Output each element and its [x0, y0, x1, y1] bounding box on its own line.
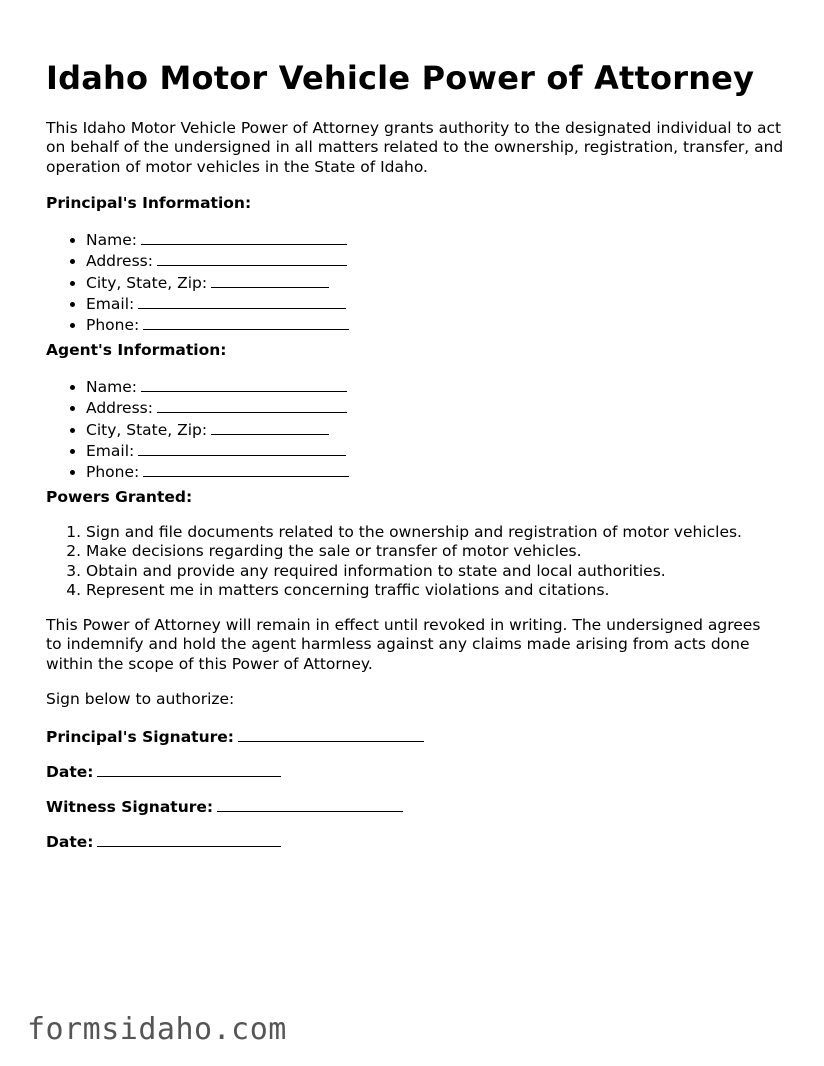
blank-line[interactable] — [143, 314, 349, 330]
field-label: City, State, Zip: — [86, 273, 208, 292]
blank-line[interactable] — [211, 419, 329, 435]
date-label: Date: — [46, 833, 94, 851]
principal-email-field — [86, 293, 349, 314]
blank-line[interactable] — [157, 250, 347, 266]
principal-signature-field[interactable] — [238, 726, 424, 742]
agent-name-field — [86, 376, 349, 397]
field-label: Address: — [86, 399, 153, 418]
agent-city-state-zip-field — [86, 419, 349, 440]
agent-email-field — [86, 440, 349, 461]
witness-signature-line — [46, 796, 403, 817]
field-label: Name: — [86, 378, 137, 396]
blank-line[interactable] — [138, 293, 346, 309]
date-field[interactable] — [97, 761, 281, 777]
agent-address-field — [86, 397, 349, 418]
principal-city-state-zip-field — [86, 272, 349, 293]
date-line-2 — [46, 831, 281, 852]
date-label: Date: — [46, 763, 94, 781]
date-line-1 — [46, 761, 281, 782]
blank-line[interactable] — [211, 272, 329, 288]
document-title: Idaho Motor Vehicle Power of Attorney — [46, 59, 755, 97]
field-label: Email: — [86, 294, 135, 313]
intro-paragraph: This Idaho Motor Vehicle Power of Attorney grants authority to the designated individual to act on behalf of the undersigned in all matters related to the ownership, registration, transfer, and operation of motor vehicles in the State of Idaho. — [46, 119, 784, 176]
agent-phone-field — [86, 461, 349, 482]
principal-heading: Principal's Information: — [46, 194, 252, 212]
principal-signature-line — [46, 726, 424, 747]
blank-line[interactable] — [141, 229, 347, 245]
field-label: Name: — [86, 231, 137, 249]
blank-line[interactable] — [143, 461, 349, 477]
date-field[interactable] — [97, 831, 281, 847]
sign-prompt: Sign below to authorize: — [46, 690, 235, 708]
blank-line[interactable] — [138, 440, 346, 456]
power-item: 2. Make decisions regarding the sale or transfer of motor vehicles. — [86, 542, 742, 561]
field-label: City, State, Zip: — [86, 420, 208, 439]
field-label: Address: — [86, 252, 153, 271]
principal-address-field — [86, 250, 349, 271]
powers-heading: Powers Granted: — [46, 488, 193, 506]
site-watermark: formsidaho.com — [27, 1012, 287, 1047]
closing-paragraph: This Power of Attorney will remain in effect until revoked in writing. The undersigned agrees to indemnify and hold the agent harmless against any claims made arising from acts done within the scope of this Power of Attorney. — [46, 616, 761, 673]
power-item: 1. Sign and file documents related to the ownership and registration of motor vehicles. — [86, 523, 742, 542]
field-label: Phone: — [86, 463, 140, 482]
power-item: 3. Obtain and provide any required information to state and local authorities. — [86, 562, 742, 581]
witness-signature-label: Witness Signature: — [46, 798, 214, 816]
blank-line[interactable] — [157, 397, 347, 413]
field-label: Email: — [86, 441, 135, 460]
principal-name-field — [86, 229, 349, 250]
principal-signature-label: Principal's Signature: — [46, 728, 234, 746]
witness-signature-field[interactable] — [217, 796, 403, 812]
agent-fields-list — [46, 376, 349, 482]
principal-fields-list — [46, 229, 349, 335]
powers-list — [46, 523, 742, 600]
principal-phone-field — [86, 314, 349, 335]
blank-line[interactable] — [141, 376, 347, 392]
field-label: Phone: — [86, 316, 140, 335]
agent-heading: Agent's Information: — [46, 341, 227, 359]
power-item: 4. Represent me in matters concerning traffic violations and citations. — [86, 581, 742, 600]
